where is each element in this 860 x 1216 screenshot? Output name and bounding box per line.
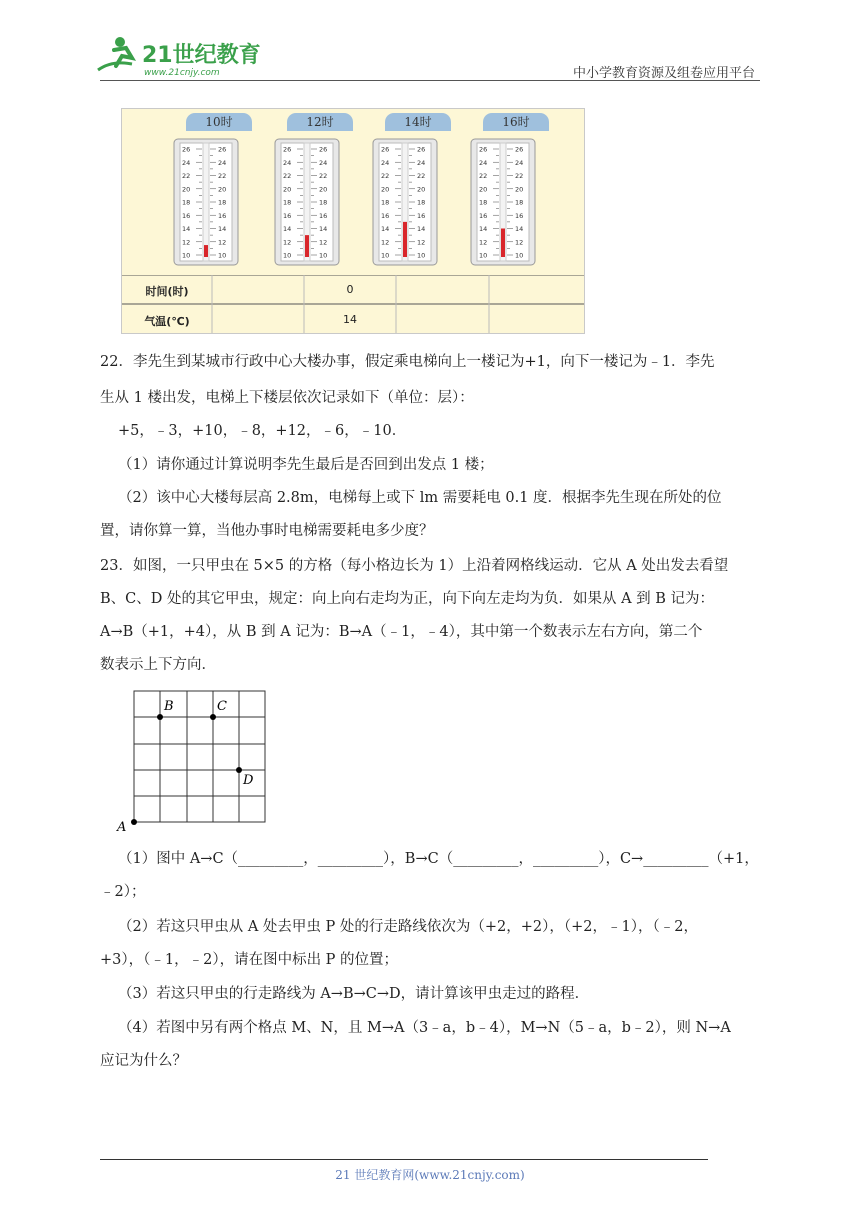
logo-url: www.21cnjy.com (144, 68, 220, 78)
q23-sub3: （3）若这只甲虫的行走路线为 A→B→C→D，请计算该甲虫走过的路程． (118, 986, 590, 1002)
q23-line-2: B、C、D 处的其它甲虫，规定：向上向右走均为正，向下向左走均为负．如果从 A 到 B 记为： (100, 591, 715, 607)
scale-tick-label: 14 (283, 225, 292, 233)
scale-tick-label: 18 (283, 198, 292, 207)
q23-sub2-line-1: （2）若这只甲虫从 A 处去甲虫 P 处的行走路线依次为（+2，+2），（+2，﹣1），（﹣2， (118, 919, 698, 935)
label-d: D (243, 773, 254, 788)
scale-tick-label: 26 (479, 145, 488, 154)
scale-tick-label: 26 (515, 145, 524, 154)
q23-sub1-line-2: ﹣2）； (100, 884, 146, 900)
scale-tick-label: 10 (417, 251, 426, 260)
scale-tick-label: 24 (182, 158, 191, 167)
scale-tick-label: 18 (417, 198, 426, 207)
scale-tick-label: 12 (182, 238, 191, 247)
scale-tick-label: 14 (381, 225, 390, 233)
q23-line-1: 23．如图，一只甲虫在 5×5 的方格（每小格边长为 1）上沿着网格线运动．它从 A 处出发去看望 (100, 558, 729, 574)
scale-tick-label: 22 (381, 172, 390, 180)
scale-tick-label: 14 (182, 225, 191, 233)
scale-tick-label: 10 (515, 251, 524, 260)
scale-tick-label: 16 (218, 211, 227, 220)
scale-tick-label: 20 (381, 185, 390, 194)
scale-tick-label: 16 (283, 211, 292, 220)
scale-tick-label: 20 (515, 185, 524, 194)
scale-tick-label: 22 (515, 172, 524, 180)
thermometer (271, 135, 343, 269)
scale-tick-label: 22 (319, 172, 328, 180)
scale-tick-label: 22 (182, 172, 191, 180)
point-d (236, 767, 242, 773)
q23-sub2-line-2: +3），（﹣1，﹣2），请在图中标出 P 的位置； (100, 952, 399, 968)
scale-tick-label: 12 (218, 238, 227, 247)
scale-tick-label: 12 (417, 238, 426, 247)
table-row-label-time: 时间(时) (145, 285, 189, 298)
mercury-column (204, 245, 208, 257)
scale-tick-label: 26 (417, 145, 426, 154)
q23-sub1-line-1: （1）图中 A→C（_________，_________），B→C（_________，_________），C→_________（+1， (118, 851, 759, 867)
scale-tick-label: 20 (182, 185, 191, 194)
label-a: A (117, 820, 127, 834)
scale-tick-label: 24 (218, 158, 227, 167)
footer-divider (100, 1159, 708, 1160)
scale-tick-label: 14 (319, 225, 328, 233)
scale-tick-label: 14 (515, 225, 524, 233)
scale-tick-label: 18 (319, 198, 328, 207)
scale-tick-label: 20 (479, 185, 488, 194)
scale-tick-label: 16 (182, 211, 191, 220)
scale-tick-label: 24 (283, 158, 292, 167)
scale-tick-label: 18 (381, 198, 390, 207)
point-c (210, 714, 216, 720)
time-label: 16时 (483, 113, 549, 131)
scale-tick-label: 12 (381, 238, 390, 247)
logo-text: 21世纪教育 (142, 43, 261, 68)
scale-tick-label: 16 (417, 211, 426, 220)
scale-tick-label: 26 (283, 145, 292, 154)
scale-tick-label: 20 (417, 185, 426, 194)
label-b: B (164, 699, 174, 714)
mercury-column (501, 229, 505, 258)
q22-line-1: 22．李先生到某城市行政中心大楼办事，假定乘电梯向上一楼记为+1，向下一楼记为﹣1．李先 (100, 354, 715, 370)
footer-text: 21 世纪教育网(www.21cnjy.com) (335, 1168, 525, 1182)
scale-tick-label: 12 (319, 238, 328, 247)
q23-line-4: 数表示上下方向． (100, 657, 216, 673)
q23-line-3: A→B（+1，+4），从 B 到 A 记为：B→A（﹣1，﹣4），其中第一个数表示左右方向，第二个 (100, 624, 703, 640)
scale-tick-label: 22 (218, 172, 227, 180)
table-cell: 0 (346, 283, 354, 296)
time-label: 14时 (385, 113, 451, 131)
table-row-label-temperature: 气温(℃) (144, 315, 190, 328)
scale-tick-label: 20 (283, 185, 292, 194)
site-logo (92, 30, 272, 80)
scale-tick-label: 26 (381, 145, 390, 154)
scale-tick-label: 16 (319, 211, 328, 220)
scale-tick-label: 22 (417, 172, 426, 180)
scale-tick-label: 14 (218, 225, 227, 233)
scale-tick-label: 24 (515, 158, 524, 167)
scale-tick-label: 14 (417, 225, 426, 233)
scale-tick-label: 12 (479, 238, 488, 247)
scale-tick-label: 10 (381, 251, 390, 260)
scale-tick-label: 20 (218, 185, 227, 194)
q22-line-6: 置，请你算一算，当他办事时电梯需要耗电多少度？ (100, 523, 434, 539)
scale-tick-label: 24 (479, 158, 488, 167)
table-cell: 14 (343, 313, 357, 326)
scale-tick-label: 26 (319, 145, 328, 154)
mercury-column (305, 235, 309, 257)
scale-tick-label: 10 (319, 251, 328, 260)
scale-tick-label: 16 (381, 211, 390, 220)
thermometer (369, 135, 441, 269)
scale-tick-label: 22 (479, 172, 488, 180)
scale-tick-label: 26 (182, 145, 191, 154)
point-a (131, 819, 137, 825)
scale-tick-label: 12 (283, 238, 292, 247)
q23-sub4-line-2: 应记为什么？ (100, 1053, 187, 1069)
scale-tick-label: 24 (319, 158, 328, 167)
beetle-grid (115, 688, 275, 834)
q22-line-5: （2）该中心大楼每层高 2.8m，电梯每上或下 lm 需要耗电 0.1 度．根据李先生现在所处的位 (118, 490, 722, 506)
header-divider (100, 80, 760, 81)
scale-tick-label: 18 (182, 198, 191, 207)
mercury-column (403, 222, 407, 257)
q22-line-4: （1）请你通过计算说明李先生最后是否回到出发点 1 楼； (118, 457, 494, 473)
scale-tick-label: 10 (479, 251, 488, 260)
label-c: C (217, 699, 227, 714)
scale-tick-label: 12 (515, 238, 524, 247)
scale-tick-label: 16 (515, 211, 524, 220)
point-b (157, 714, 163, 720)
scale-tick-label: 22 (283, 172, 292, 180)
thermometer (467, 135, 539, 269)
scale-tick-label: 26 (218, 145, 227, 154)
scale-tick-label: 10 (182, 251, 191, 260)
q23-sub4-line-1: （4）若图中另有两个格点 M、N，且 M→A（3﹣a，b﹣4），M→N（5﹣a，b﹣2），则 N→A (118, 1020, 731, 1036)
time-label: 12时 (287, 113, 353, 131)
scale-tick-label: 18 (479, 198, 488, 207)
scale-tick-label: 10 (283, 251, 292, 260)
scale-tick-label: 14 (479, 225, 488, 233)
q22-line-2: 生从 1 楼出发，电梯上下楼层依次记录如下（单位：层）： (100, 390, 474, 406)
thermometer-figure (121, 108, 585, 334)
q22-line-3: +5，﹣3，+10，﹣8，+12，﹣6，﹣10． (118, 423, 407, 439)
scale-tick-label: 24 (417, 158, 426, 167)
scale-tick-label: 20 (319, 185, 328, 194)
time-label: 10时 (186, 113, 252, 131)
scale-tick-label: 18 (218, 198, 227, 207)
scale-tick-label: 16 (479, 211, 488, 220)
scale-tick-label: 24 (381, 158, 390, 167)
scale-tick-label: 18 (515, 198, 524, 207)
header-platform-text: 中小学教育资源及组卷应用平台 (572, 66, 755, 81)
scale-tick-label: 10 (218, 251, 227, 260)
thermometer (170, 135, 242, 269)
